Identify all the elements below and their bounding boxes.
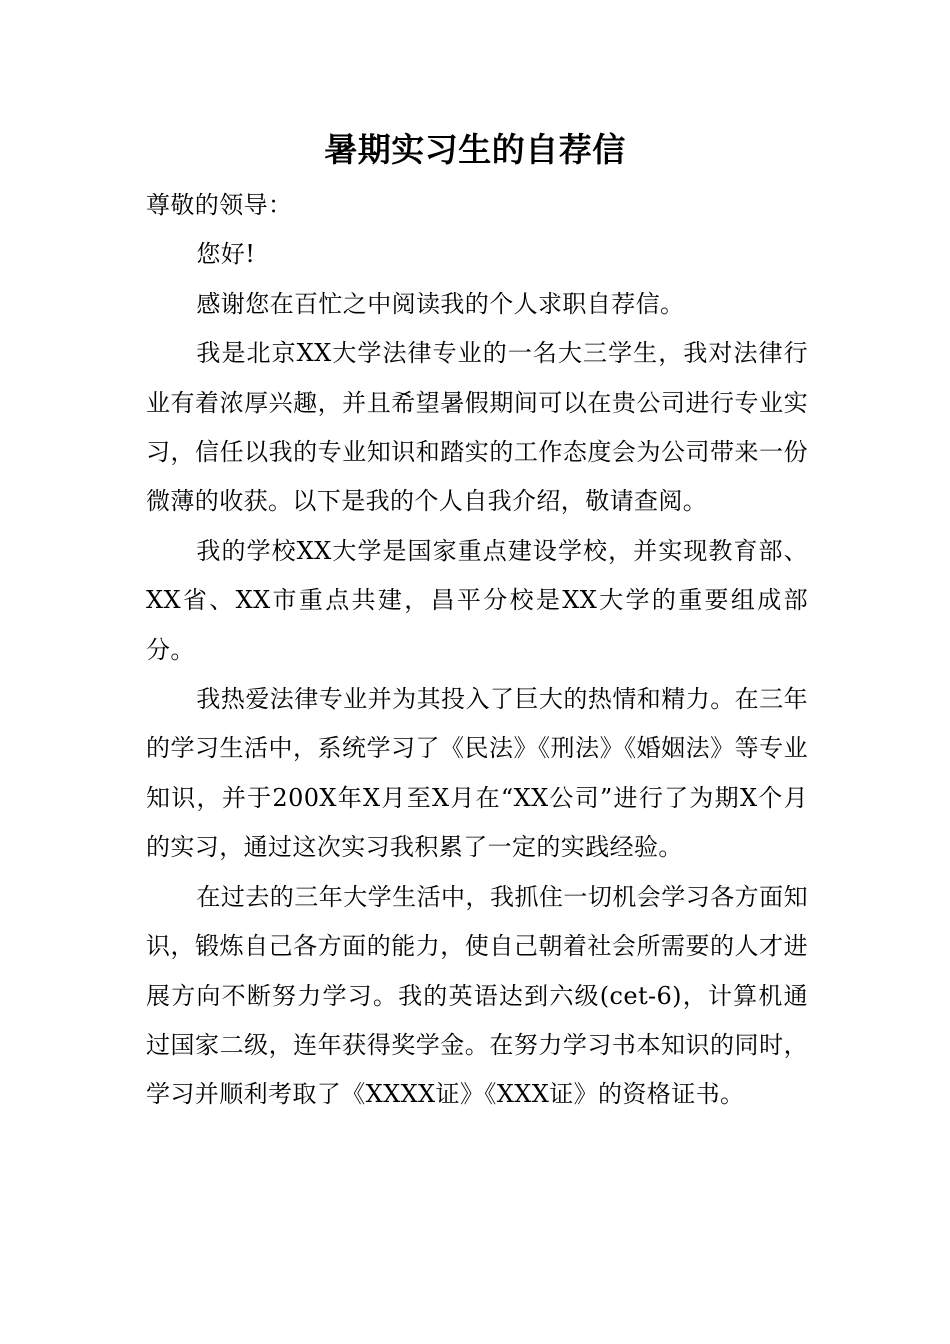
paragraph-major: 我热爱法律专业并为其投入了巨大的热情和精力。在三年的学习生活中，系统学习了《民法》《刑法》《婚姻法》等专业知识，并于200X年X月至X月在“XX公司”进行了为期X个月的实习，通过这次实习我积累了一定的实践经验。: [146, 685, 808, 862]
salutation: 尊敬的领导：: [146, 191, 293, 219]
letter-body: [146, 181, 808, 1120]
paragraph-greeting: 您好!: [196, 240, 256, 269]
paragraph-achievements: 在过去的三年大学生活中，我抓住一切机会学习各方面知识，锻炼自己各方面的能力，使自己朝着社会所需要的人才进展方向不断努力学习。我的英语达到六级(cet-6)，计算机通过国家二级，连年获得奖学金。在努力学习书本知识的同时，学习并顺利考取了《XXXX证》《XXX证》的资格证书。: [146, 882, 808, 1109]
paragraph-thanks: 感谢您在百忙之中阅读我的个人求职自荐信。: [196, 289, 685, 318]
paragraph-introduction: 我是北京XX大学法律专业的一名大三学生，我对法律行业有着浓厚兴趣，并且希望暑假期间可以在贵公司进行专业实习，信任以我的专业知识和踏实的工作态度会为公司带来一份微薄的收获。以下是我的个人自我介绍，敬请查阅。: [146, 339, 808, 516]
document-title: 暑期实习生的自荐信: [324, 130, 626, 169]
paragraph-school: 我的学校XX大学是国家重点建设学校，并实现教育部、XX省、XX市重点共建，昌平分校是XX大学的重要组成部分。: [146, 536, 808, 664]
